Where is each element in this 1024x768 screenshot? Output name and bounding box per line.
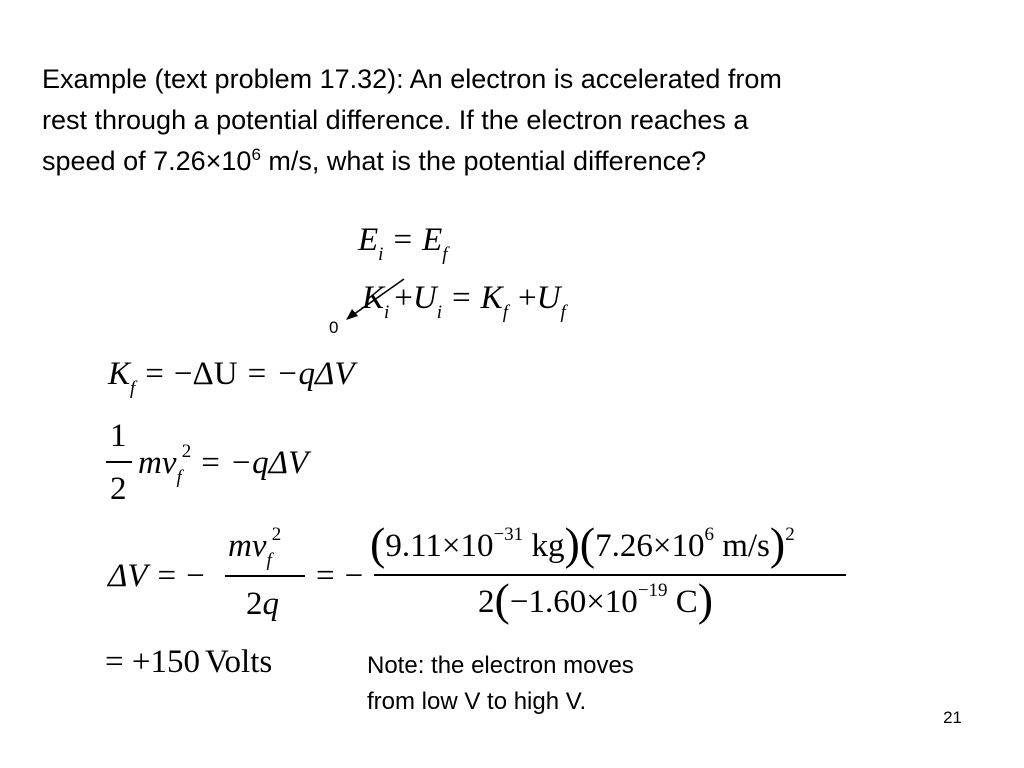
speed-exponent: 6 <box>251 145 261 164</box>
problem-line-3 <box>42 146 706 177</box>
charge-unit: C <box>667 584 698 620</box>
sub-f: f <box>176 467 182 488</box>
equals-sign: = <box>452 280 471 316</box>
mass-exponent: −31 <box>493 524 524 545</box>
mv: mv <box>138 445 177 481</box>
equals-sign: = <box>393 222 413 258</box>
minus-q: −q <box>276 356 315 392</box>
sub-i: i <box>436 302 443 323</box>
delta-v: ΔV <box>268 445 309 481</box>
mass-value: 9.11×10 <box>385 528 494 564</box>
charge-value: −1.60×10 <box>509 584 638 620</box>
energy-conservation-equation <box>358 222 448 265</box>
var-K: K <box>480 280 503 316</box>
delta-v-numerator <box>228 524 282 571</box>
speed-exponent: 6 <box>704 524 714 545</box>
note-line-2: from low V to high V. <box>367 688 587 715</box>
minus-delta-u: −ΔU <box>173 356 238 392</box>
squared: 2 <box>271 524 282 545</box>
plus-sign: + <box>394 280 413 316</box>
delta-v-denominator <box>246 588 279 621</box>
numeric-denominator: $2(-1.60\times 10^{-19}$ C) <box>478 574 714 625</box>
note-line-1: Note: the electron moves <box>367 652 634 679</box>
fraction-bar <box>106 461 132 463</box>
delta-v: ΔV <box>315 356 355 392</box>
minus-q: −q <box>229 445 269 481</box>
fraction-numerator-1: 1 <box>110 418 127 454</box>
var-K: K <box>362 280 385 316</box>
sub-f: f <box>266 550 272 571</box>
delta-v-middle <box>316 560 363 593</box>
fraction-denominator-2: 2 <box>110 471 127 507</box>
page-number: 21 <box>943 708 962 727</box>
minus-sign: − <box>186 558 205 594</box>
equals-sign: = <box>316 558 335 594</box>
var-U: U <box>536 280 561 316</box>
delta-v-lhs <box>108 560 205 593</box>
sub-f: f <box>502 302 508 323</box>
sub-f: f <box>442 244 448 265</box>
sub-f: f <box>130 378 136 399</box>
result-equation <box>105 646 272 679</box>
result-unit: Volts <box>204 644 273 680</box>
numeric-numerator: ($9.11\times 10^{-31}$ $kg)(7.26\times 10^6$ m/s)$^2$ <box>370 518 795 569</box>
equals-sign: = <box>157 558 177 594</box>
coef-2: 2 <box>246 586 263 622</box>
sub-i: i <box>378 244 384 265</box>
delta-v: ΔV <box>108 558 148 594</box>
equals-sign: = <box>145 356 164 392</box>
sub-f: f <box>560 302 566 323</box>
speed-prefix: speed of 7.26×10 <box>42 146 252 176</box>
var-E: E <box>422 222 443 258</box>
var-K: K <box>108 356 131 392</box>
coef-2: 2 <box>478 584 495 620</box>
kf-equation <box>108 356 355 399</box>
mv: mv <box>228 528 267 564</box>
equals-sign: = <box>201 445 220 481</box>
var-U: U <box>412 280 437 316</box>
squared: 2 <box>785 524 795 545</box>
speed-value: 7.26×10 <box>595 528 705 564</box>
problem-line-2: rest through a potential difference. If the electron reaches a <box>42 105 749 135</box>
speed-suffix: m/s, what is the potential difference? <box>260 146 707 176</box>
charge-exponent: −19 <box>637 580 668 601</box>
fraction-bar <box>225 575 305 577</box>
equals-sign: = <box>247 356 267 392</box>
kinetic-energy-equation <box>138 441 309 488</box>
sub-i: i <box>384 302 390 323</box>
squared: 2 <box>181 441 192 462</box>
zero-annotation: 0 <box>329 318 339 337</box>
result-value: = +150 <box>105 644 200 680</box>
plus-sign: + <box>517 280 537 316</box>
arrow-annotation-icon <box>340 275 410 325</box>
mass-unit: kg <box>523 528 565 564</box>
minus-sign: − <box>344 558 364 594</box>
fraction-bar <box>374 574 846 576</box>
var-q: q <box>262 586 279 622</box>
speed-unit: m/s <box>713 528 770 564</box>
problem-line-1: Example (text problem 17.32): An electron is accelerated from <box>42 64 782 94</box>
var-E: E <box>358 222 379 258</box>
